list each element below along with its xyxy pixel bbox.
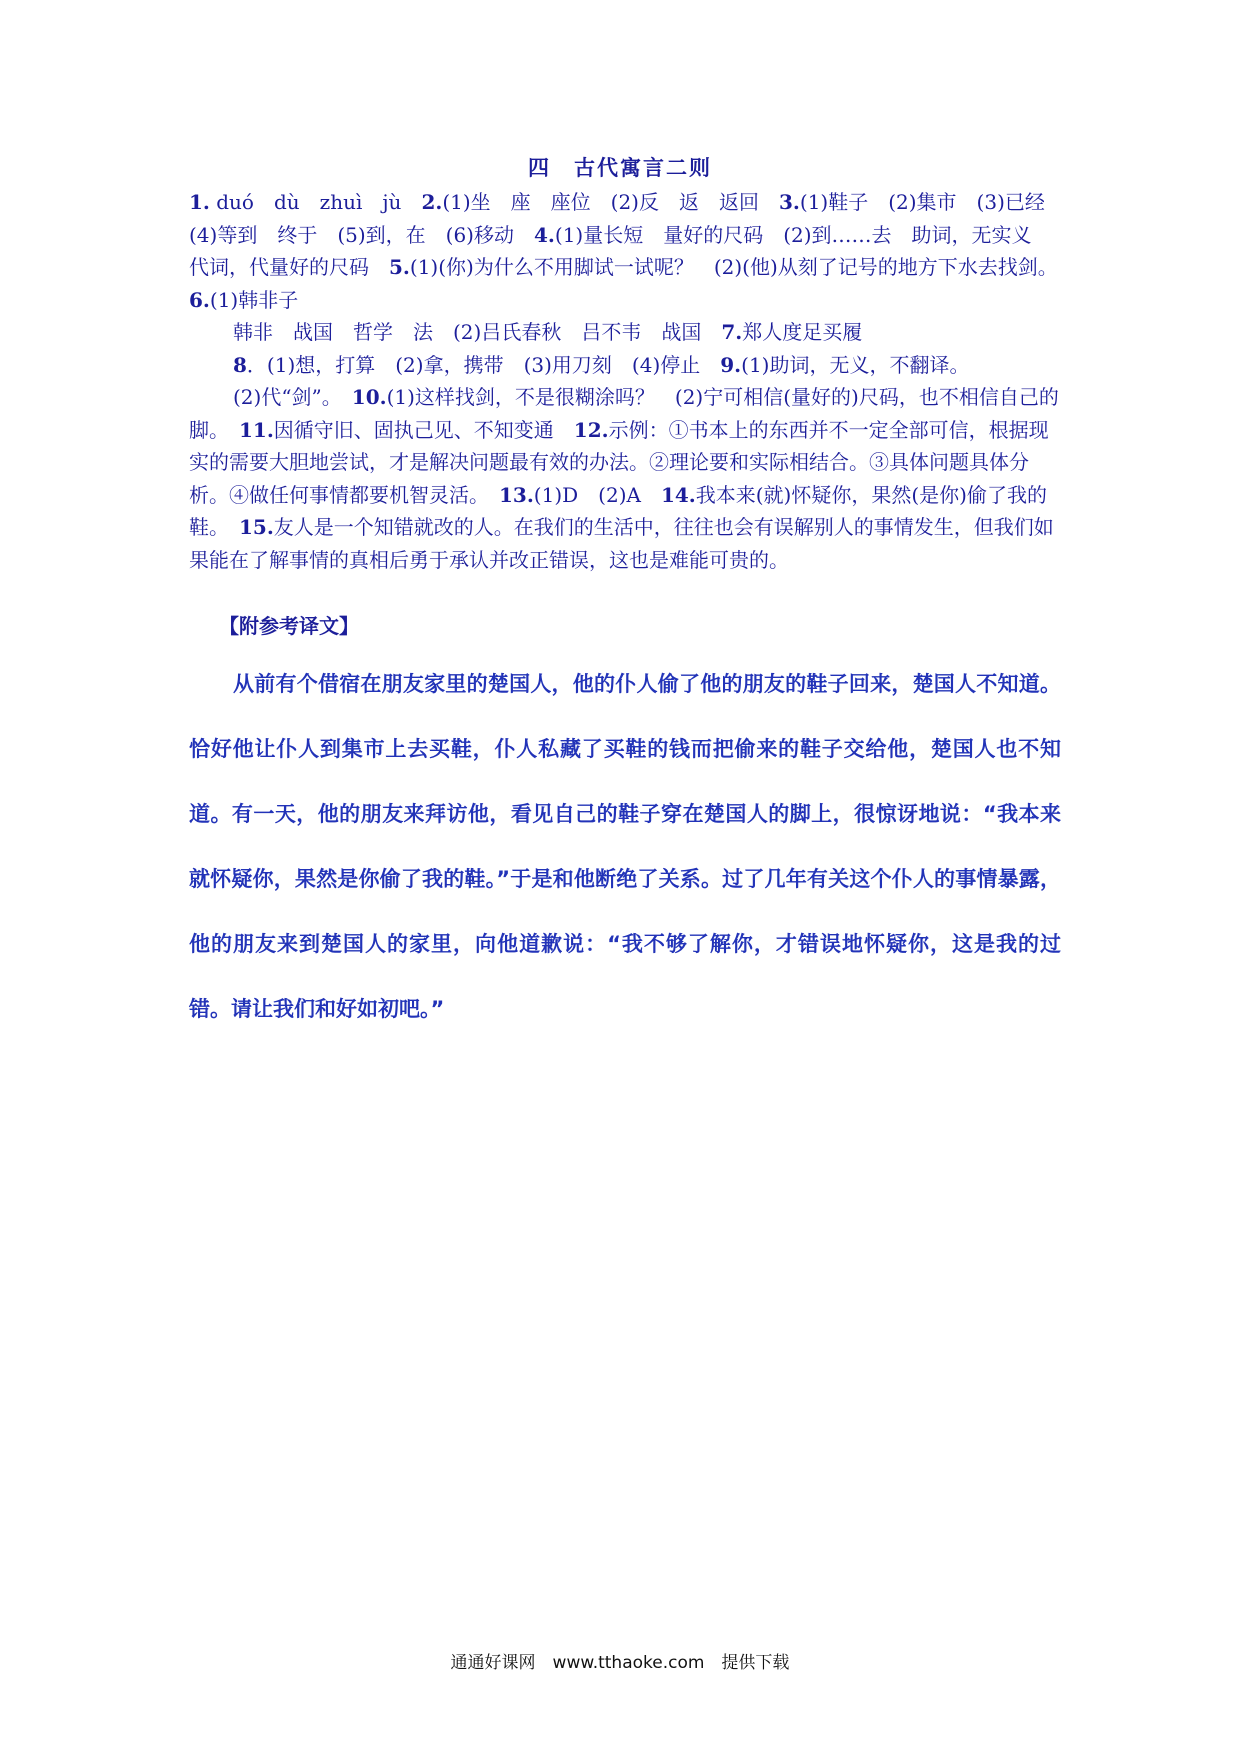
answer-text: (1)D (2)A xyxy=(533,482,661,507)
translation-text: 从前有个借宿在朋友家里的楚国人，他的仆人偷了他的朋友的鞋子回来，楚国人不知道。恰好他让仆人到集市上去买鞋，仆人私藏了买鞋的钱而把偷来的鞋子交给他，楚国人也不知道。有一天，他的朋友来拜访他，看见自己的鞋子穿在楚国人的脚上，很惊讶地说：“我本来就怀疑你，果然是你偷了我的鞋。”于是和他断绝了关系。过了几年有关这个仆人的事情暴露，他的朋友来到楚国人的家里，向他道歉说：“我不够了解你，才错误地怀疑你，这是我的过错。请让我们和好如初吧。” xyxy=(189,672,1061,1021)
answer-text: 我本来(就)怀疑你，果然(是你)偷了我的鞋。 xyxy=(189,482,1047,539)
item-number: 3. xyxy=(779,190,800,214)
answer-text: (1)鞋子 (2)集市 (3)已经 (4)等到 终于 (5)到，在 (6)移动 xyxy=(189,190,1065,247)
answer-text: (1)量长短 量好的尺码 (2)到……去 助词，无实义 代词，代量好的尺码 xyxy=(189,222,1052,279)
reference-translation xyxy=(189,652,1061,1042)
answer-text: 友人是一个知错就改的人。在我们的生活中，往往也会有误解别人的事情发生，但我们如果能在了解事情的真相后勇于承认并改正错误，这也是难能可贵的。 xyxy=(189,515,1054,572)
answer-text: (1)助词，无义，不翻译。 xyxy=(741,352,970,377)
answer-text: (1)这样找剑，不是很糊涂吗？ (2)宁可相信(量好的)尺码，也不相信自己的脚。 xyxy=(189,385,1059,442)
item-number: 1. xyxy=(189,190,210,214)
answer-key xyxy=(189,186,1068,576)
answer-text: (2)代“剑”。 xyxy=(233,385,352,409)
answer-paragraph xyxy=(189,381,1061,576)
answer-text: ．(1)想，打算 (2)拿，携带 (3)用刀刻 (4)停止 xyxy=(246,352,721,377)
answer-text: (1)韩非子 xyxy=(209,287,299,312)
item-number: 9. xyxy=(720,352,742,377)
answer-text: 示例：①书本上的东西并不一定全部可信，根据现实的需要大胆地尝试，才是解决问题最有效的办法。②理论要和实际相结合。③具体问题具体分析。④做任何事情都要机智灵活。 xyxy=(189,417,1049,507)
item-number: 5. xyxy=(389,255,410,279)
answer-text: (1)(你)为什么不用脚试一试呢？ (2)(他)从刻了记号的地方下水去找剑。 xyxy=(409,255,1068,279)
item-number: 4. xyxy=(534,222,555,247)
item-number: 2. xyxy=(421,190,443,214)
item-number: 12. xyxy=(573,417,609,442)
answer-paragraph xyxy=(189,349,1061,382)
answer-paragraph xyxy=(189,186,1068,316)
item-number: 13. xyxy=(499,482,534,507)
item-number: 6. xyxy=(189,287,210,312)
item-number: 8 xyxy=(233,352,247,377)
answer-text: 韩非 战国 哲学 法 (2)吕氏春秋 吕不韦 战国 xyxy=(233,320,722,344)
page-title: 四 古代寓言二则 xyxy=(528,155,712,180)
item-number: 10. xyxy=(351,385,387,409)
answer-text: (1)坐 座 座位 (2)反 返 返回 xyxy=(442,190,779,214)
appendix-heading: 【附参考译文】 xyxy=(219,614,359,638)
answer-text: 郑人度足买履 xyxy=(742,320,863,344)
answer-text: 因循守旧、固执己见、不知变通 xyxy=(273,417,574,442)
page-footer: 通通好课网 www.tthaoke.com 提供下载 xyxy=(450,1653,790,1673)
item-number: 15. xyxy=(239,515,274,539)
item-number: 14. xyxy=(660,482,696,507)
item-number: 7. xyxy=(721,320,743,344)
answer-text: duó dù zhuì jù xyxy=(209,190,422,214)
item-number: 11. xyxy=(239,417,274,442)
answer-paragraph xyxy=(189,316,1061,349)
